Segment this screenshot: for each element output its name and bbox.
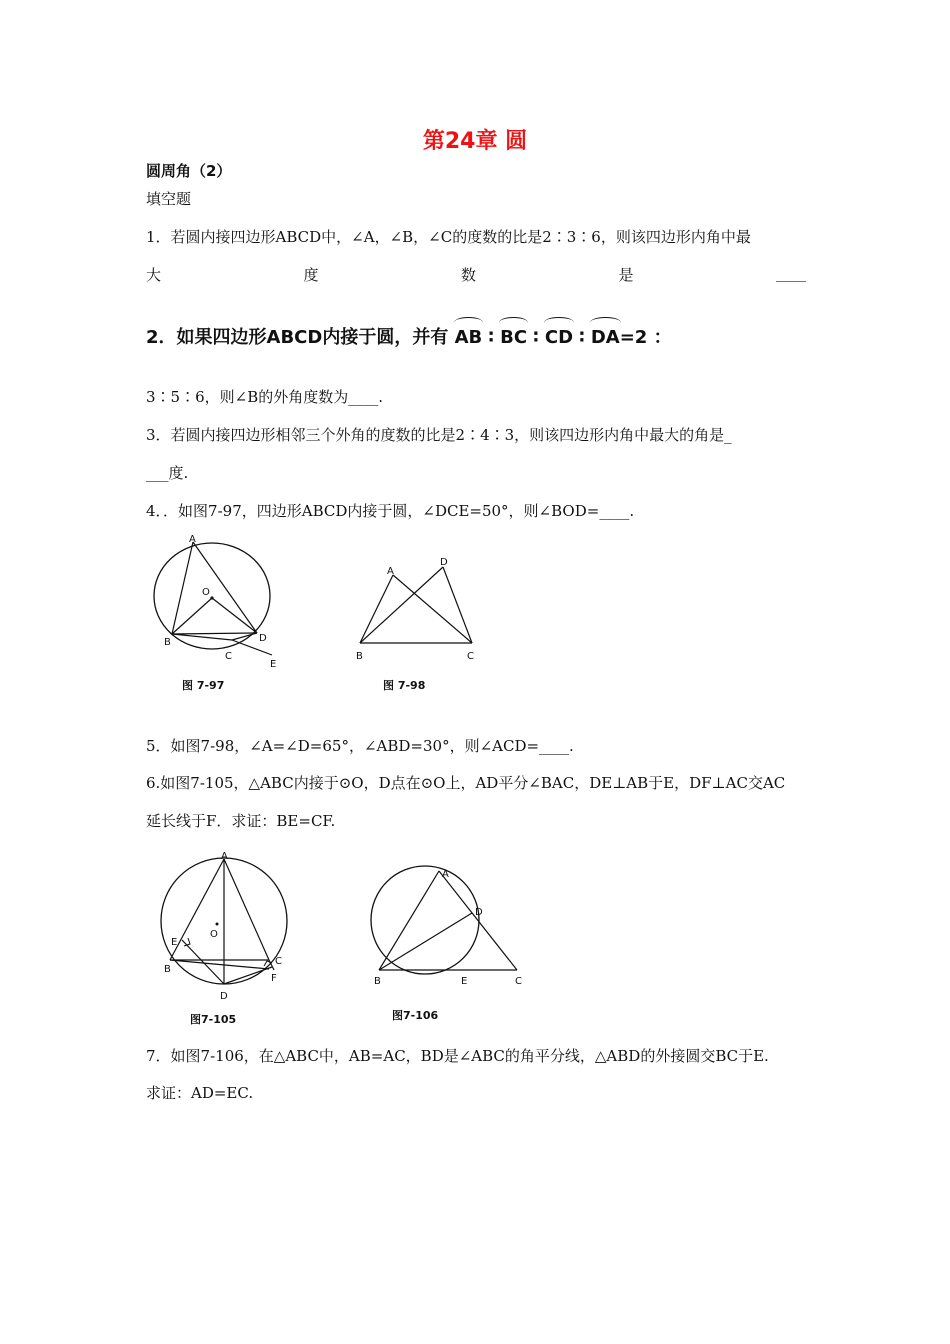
q1-word: 数	[461, 266, 477, 284]
fig105-label-o: O	[210, 929, 218, 940]
q2-sep: ∶	[527, 327, 545, 348]
page-title: 第24章 圆	[422, 129, 528, 154]
figure-7-97	[140, 530, 300, 700]
q2-prefix: 2．如果四边形ABCD内接于圆，并有	[146, 327, 449, 348]
question-6-line-2: 延长线于F．求证：BE=CF.	[146, 812, 336, 830]
fig106-label-d: D	[475, 907, 483, 918]
fig98-label-a: A	[387, 566, 394, 577]
fig98-label-c: C	[467, 651, 474, 662]
fig106-label-a: A	[442, 869, 449, 880]
q2-suffix: =2 ：	[619, 327, 672, 348]
q1-word: 度	[303, 266, 319, 284]
fig98-label-d: D	[440, 557, 448, 568]
fig97-caption: 图 7-97	[182, 679, 225, 692]
arc-cd: CD	[545, 323, 573, 348]
q2-sep: ∶	[573, 327, 591, 348]
question-1-line-2	[146, 264, 806, 285]
fig97-label-a: A	[189, 534, 196, 545]
fig106-label-e: E	[461, 976, 468, 987]
q1-word: 是	[618, 266, 634, 284]
fig97-label-b: B	[164, 637, 171, 648]
fig98-label-b: B	[356, 651, 363, 662]
arc-bc: BC	[500, 323, 527, 348]
fig97-label-c: C	[225, 651, 232, 662]
fig105-label-b: B	[164, 964, 171, 975]
question-5-line-1: 5．如图7-98，∠A=∠D=65°，∠ABD=30°，则∠ACD=____.	[146, 737, 574, 755]
section-heading: 圆周角（2）	[146, 162, 232, 180]
fig98-caption: 图 7-98	[383, 679, 426, 692]
arc-ab: AB	[455, 323, 483, 348]
fig106-caption: 图7-106	[392, 1009, 439, 1022]
fig97-label-e: E	[270, 659, 277, 670]
fig105-label-c: C	[275, 956, 282, 967]
q1-blank: ____	[776, 264, 806, 282]
question-2-line-1	[146, 323, 672, 349]
fig105-label-e: E	[171, 937, 178, 948]
fig105-label-f: F	[271, 973, 277, 984]
fig106-label-b: B	[374, 976, 381, 987]
subsection-heading: 填空题	[146, 190, 192, 208]
question-2-line-2: 3∶5∶6，则∠B的外角度数为____.	[146, 388, 383, 406]
q1-word: 大	[146, 266, 162, 284]
question-3-line-2: ___度.	[146, 464, 189, 482]
figure-7-106	[355, 862, 540, 1027]
figure-7-105	[150, 848, 300, 1033]
question-1-line-1: 1．若圆内接四边形ABCD中，∠A，∠B，∠C的度数的比是2∶3∶6，则该四边形内角中最	[146, 228, 751, 246]
question-7-line-2: 求证：AD=EC.	[146, 1084, 254, 1102]
fig105-caption: 图7-105	[190, 1013, 237, 1026]
question-3-line-1: 3．若圆内接四边形相邻三个外角的度数的比是2∶4∶3，则该四边形内角中最大的角是_	[146, 426, 732, 444]
question-7-line-1: 7．如图7-106，在△ABC中，AB=AC，BD是∠ABC的角平分线，△ABD的外接圆交BC于E.	[146, 1047, 769, 1065]
fig106-label-c: C	[515, 976, 522, 987]
fig97-label-d: D	[259, 633, 267, 644]
arc-da: DA	[591, 323, 620, 348]
fig105-label-a: A	[221, 851, 228, 862]
question-6-line-1: 6.如图7-105，△ABC内接于⊙O，D点在⊙O上，AD平分∠BAC，DE⊥AB于E，DF⊥AC交AC	[146, 774, 786, 792]
q2-sep: ∶	[482, 327, 501, 348]
fig105-label-d: D	[220, 991, 228, 1002]
figure-7-98	[345, 550, 495, 700]
question-4-line-1: 4．．如图7-97，四边形ABCD内接于圆，∠DCE=50°，则∠BOD=____.	[146, 502, 635, 520]
fig97-label-o: O	[202, 587, 210, 598]
